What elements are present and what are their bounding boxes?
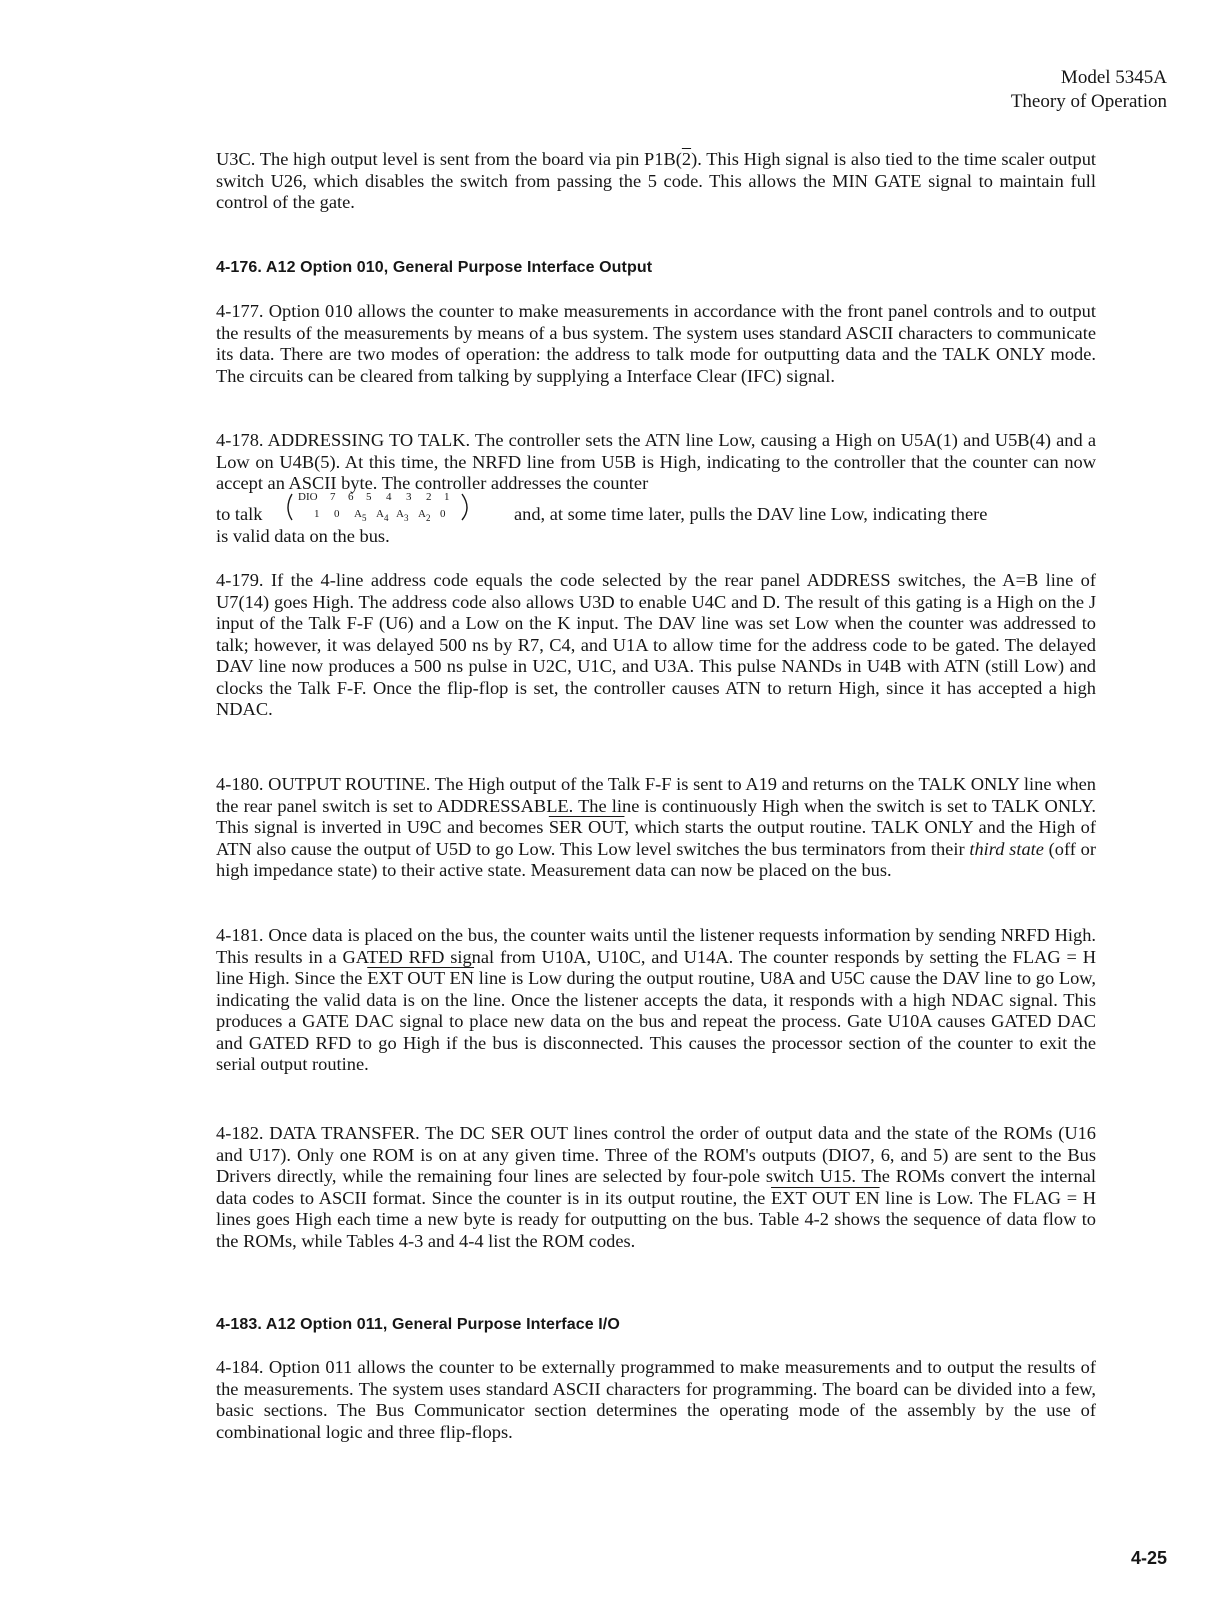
code-top-label: 5	[366, 491, 372, 503]
code-top-label: 6	[348, 491, 354, 503]
code-top-label: DIO	[298, 491, 318, 503]
section-heading-4-183: 4-183. A12 Option 011, General Purpose Interface I/O	[216, 1316, 620, 1333]
paragraph-4-181	[216, 925, 1096, 1076]
text-run-overlined: SER OUT	[548, 817, 625, 837]
code-top-label: 4	[386, 491, 392, 503]
page-number: 4-25	[1130, 1548, 1167, 1568]
text-run: U3C. The high output level is sent from the board via pin P1B(	[216, 149, 682, 169]
address-code-line	[216, 486, 1096, 526]
section-heading-4-176: 4-176. A12 Option 010, General Purpose Interface Output	[216, 259, 653, 276]
paragraph-4-178: 4-178. ADDRESSING TO TALK. The controller sets the ATN line Low, causing a High on U5A(1) and U5B(4) and a Low on U4B(5). At this time, the NRFD line from U5B is High, indicating to the controller that the counter can now accept an ASCII byte. The controller addresses the counter	[216, 430, 1096, 493]
paragraph-intro	[216, 149, 1096, 214]
paragraph-4-182	[216, 1123, 1096, 1252]
right-paren	[462, 494, 467, 520]
code-bottom-label: 0	[334, 508, 340, 520]
text-run-overlined: EXT OUT EN	[770, 1187, 880, 1208]
text-run: (off or high impedance state) to their active state. Measurement data can now be placed on the bus.	[216, 838, 1096, 880]
code-top-label: 2	[426, 491, 432, 503]
code-bottom-label: 0	[440, 508, 446, 520]
code-top-label: 1	[444, 491, 450, 503]
header-section: Theory of Operation	[1010, 91, 1167, 112]
code-top-label: 3	[406, 491, 412, 503]
code-bottom-label: $A_4$	[376, 508, 389, 523]
text-run-overlined: EXT OUT EN	[367, 968, 475, 988]
code-bottom-label: $A_3$	[396, 508, 409, 523]
page-header	[1011, 66, 1167, 114]
left-paren	[288, 494, 292, 520]
text-run: and, at some time later, pulls the DAV line Low, indicating there	[514, 504, 988, 524]
paragraph-4-179: 4-179. If the 4-line address code equals the code selected by the rear panel ADDRESS switches, the A=B line of U7(14) goes High. The address code also allows U3D to enable U4C and D. The result of this gating is a High on the J input of the Talk F-F (U6) and a Low on the K input. The DAV line was set Low when the counter was addressed to talk; however, it was delayed 500 ns by R7, C4, and U1A to allow time for the address code to be gated. The delayed DAV line now produces a 500 ns pulse in U2C, U1C, and U3A. This pulse NANDs in U4B with ATN (still Low) and clocks the Talk F-F. Once the flip-flop is set, the controller causes ATN to return High, since it has accepted a high NDAC.	[216, 570, 1096, 719]
text-run-overlined: 2	[681, 149, 692, 169]
text-run: 4-180. OUTPUT ROUTINE. The High output of the Talk F-F is sent to A19 and returns on the TALK ONLY line when the rear panel switch is set to ADDRESSABLE. The line is continuously High when the switch is set to TALK ONLY. This signal is inverted in U9C and becomes	[216, 774, 1096, 837]
address-code-diagram	[282, 486, 512, 528]
text-run: 4-182. DATA TRANSFER. The DC SER OUT lines control the order of output data and the state of the ROMs (U16 and U17). Only one ROM is on at any given time. Three of the ROM's outputs (DIO7, 6, and 5) are sent to the Bus Drivers directly, while the remaining four lines are selected by four-pole switch U15. The ROMs convert the internal data codes to ASCII format. Since the counter is in its output routine, the	[216, 1123, 1096, 1208]
text-run-italic: third state	[969, 838, 1044, 859]
code-bottom-label: $A_2$	[418, 508, 431, 523]
code-bottom-label: 1	[314, 508, 320, 520]
paragraph-4-177: 4-177. Option 010 allows the counter to make measurements in accordance with the front panel controls and to output the results of the measurements by means of a bus system. The system uses standard ASCII characters to communicate its data. There are two modes of operation: the address to talk mode for outputting data and the TALK ONLY mode. The circuits can be cleared from talking by supplying a Interface Clear (IFC) signal.	[216, 301, 1096, 386]
text-run: line is Low during the output routine, U8A and U5C cause the DAV line to go Low, indicating the valid data is on the line. Once the listener accepts the data, it responds with a high NDAC signal. This produces a GATE DAC signal to place new data on the bus and repeat the process. Gate U10A causes GATED DAC and GATED RFD to go High if the bus is disconnected. This causes the processor section of the counter to exit the serial output routine.	[216, 968, 1096, 1074]
text-run: ). This High signal is also tied to the time scaler output switch U26, which disables the switch from passing the 5 code. This allows the MIN GATE signal to maintain full control of the gate.	[216, 149, 1096, 212]
code-top-label: 7	[330, 491, 336, 503]
text-run: line is Low. The FLAG = H lines goes High each time a new byte is ready for outputting on the bus. Table 4-2 shows the sequence of data flow to the ROMs, while Tables 4-3 and 4-4 list the ROM codes.	[216, 1187, 1096, 1251]
paragraph-4-184: 4-184. Option 011 allows the counter to be externally programmed to make measurements and to output the results of the measurements. The system uses standard ASCII characters for programming. The board can be divided into a few, basic sections. The Bus Communicator section determines the operating mode of the assembly by the use of combinational logic and three flip-flops.	[216, 1357, 1096, 1442]
paragraph-4-178-end: is valid data on the bus.	[216, 526, 390, 546]
text-run: 4-181. Once data is placed on the bus, the counter waits until the listener requests information by sending NRFD High. This results in a GATED RFD signal from U10A, U10C, and U14A. The counter responds by setting the FLAG = H line High. Since the	[216, 925, 1096, 988]
header-model: Model 5345A	[1060, 67, 1167, 88]
paragraph-4-180	[216, 774, 1096, 882]
text-run: to talk	[216, 504, 263, 524]
text-run: , which starts the output routine. TALK ONLY and the High of ATN also cause the output of U5D to go Low. This Low level switches the bus terminators from their	[216, 817, 1096, 859]
code-bottom-label: $A_5$	[354, 508, 367, 523]
